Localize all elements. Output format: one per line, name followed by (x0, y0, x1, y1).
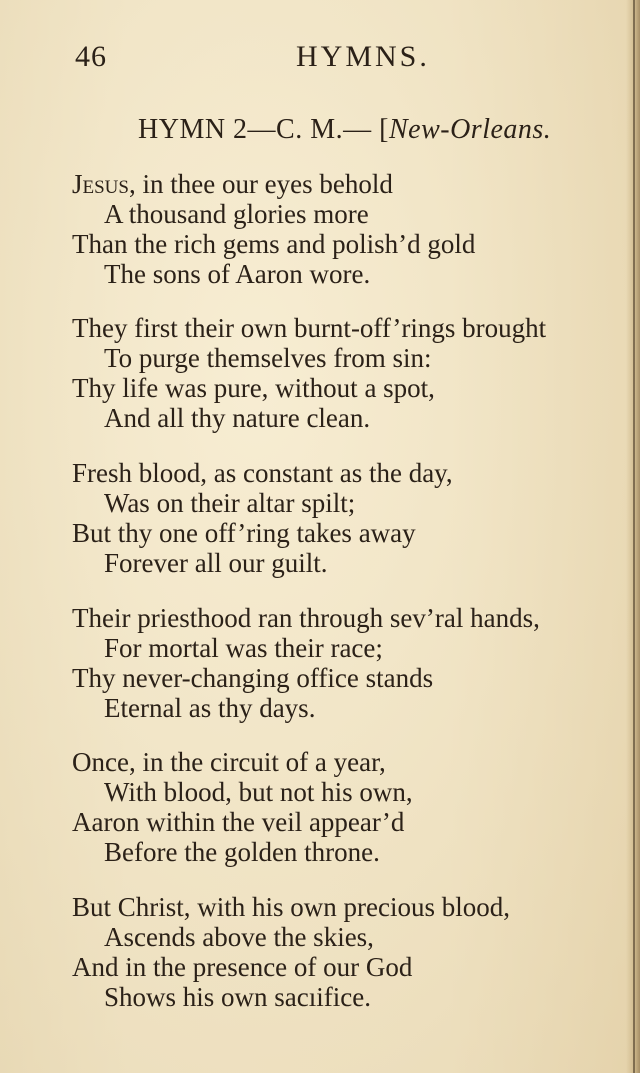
stanza-line: Thy life was pure, without a spot, (72, 373, 435, 403)
stanza-1 (72, 169, 632, 289)
stanza-line: And in the presence of our God (72, 952, 413, 982)
stanza-line: Jesus, in thee our eyes behold (72, 169, 393, 199)
hymn-title-bracket: [ (379, 114, 389, 145)
page-number: 46 (75, 40, 107, 73)
stanza-line: Than the rich gems and polish’d gold (72, 229, 476, 259)
stanza-line: Fresh blood, as constant as the day, (72, 458, 453, 488)
stanza-3 (72, 458, 632, 578)
stanza-4 (72, 603, 632, 723)
stanza-line: Once, in the circuit of a year, (72, 747, 386, 777)
stanza-line: Was on their altar spilt; (104, 488, 356, 518)
stanza-6 (72, 892, 632, 1012)
page-edge-line (633, 0, 635, 1073)
stanza-2 (72, 313, 632, 433)
stanza-line: Ascends above the skies, (104, 922, 374, 952)
stanza-line: But Christ, with his own precious blood, (72, 892, 510, 922)
stanza-line: And all thy nature clean. (104, 403, 371, 433)
stanza-line: Before the golden throne. (104, 837, 380, 867)
running-head: HYMNS. (296, 40, 430, 73)
stanza-line: Aaron within the veil appear’d (72, 807, 405, 837)
stanza-line: Their priesthood ran through sev’ral hands, (72, 603, 540, 633)
stanza-line: For mortal was their race; (104, 633, 383, 663)
stanza-line: Eternal as thy days. (104, 693, 316, 723)
stanza-5 (72, 747, 632, 867)
stanza-line: To purge themselves from sin: (104, 343, 432, 373)
stanza-line: Thy never-changing office stands (72, 663, 434, 693)
hymn-tune-name: New-Orleans. (388, 114, 552, 145)
hymn-title-main: HYMN 2—C. M.— (138, 114, 372, 145)
stanza-line: They first their own burnt-off’rings brought (72, 313, 547, 343)
hymn-title (138, 114, 551, 146)
stanza-line: But thy one off’ring takes away (72, 518, 416, 548)
stanza-line: Shows his own sacıifice. (104, 982, 371, 1012)
stanza-line: Forever all our guilt. (104, 548, 328, 578)
stanza-line: With blood, but not his own, (104, 777, 413, 807)
stanza-line: A thousand glories more (104, 199, 369, 229)
first-word: Jesus, (72, 169, 136, 199)
stanza-line: The sons of Aaron wore. (104, 259, 371, 289)
